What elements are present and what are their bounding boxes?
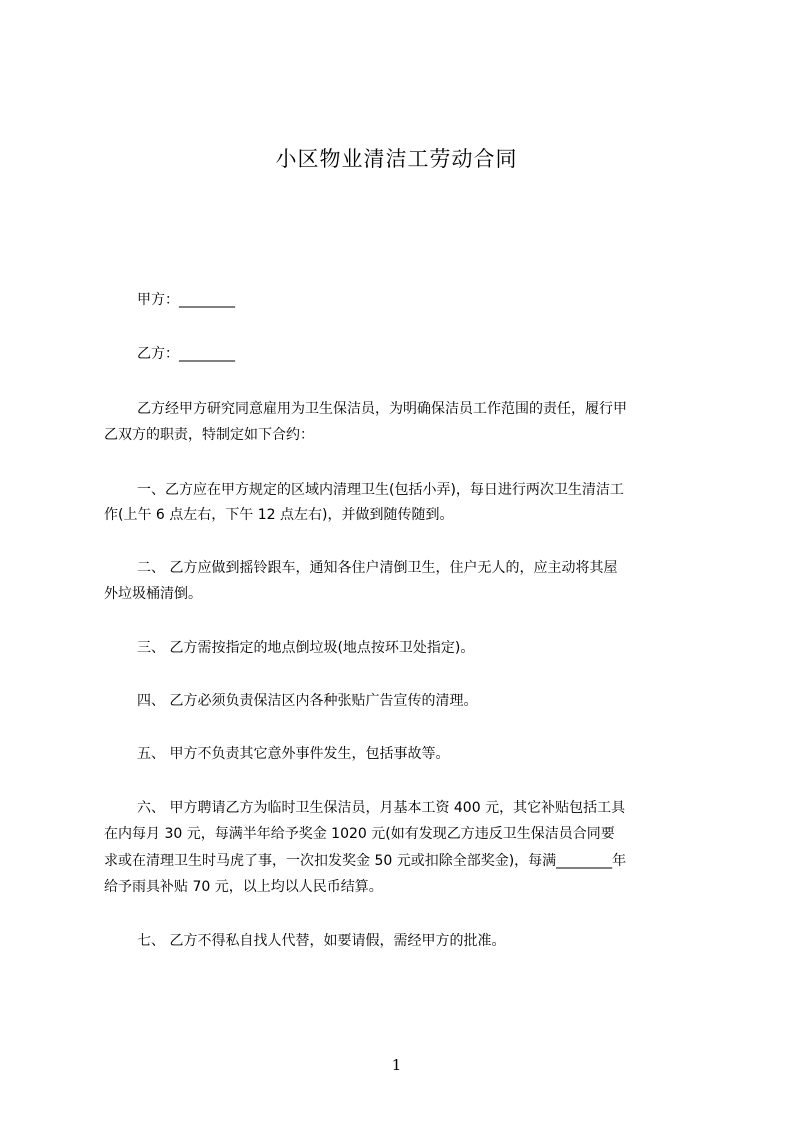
clause-1-line-1: 一、乙方应在甲方规定的区域内清理卫生(包括小弄)，每日进行两次卫生清洁工 <box>137 482 624 498</box>
party-b-line: 乙方：________ <box>137 346 235 362</box>
clause-4-line-1: 四、 乙方必须负责保洁区内各种张贴广告宣传的清理。 <box>137 693 478 709</box>
clause-6-line-1: 六、 甲方聘请乙方为临时卫生保洁员，月基本工资 400 元，其它补贴包括工具 <box>137 800 626 816</box>
clause-3-line-1: 三、 乙方需按指定的地点倒垃圾(地点按环卫处指定)。 <box>137 640 475 656</box>
intro-line-1: 乙方经甲方研究同意雇用为卫生保洁员，为明确保洁员工作范围的责任，履行甲 <box>137 401 627 417</box>
clause-6-line-4: 给予雨具补贴 70 元，以上均以人民币结算。 <box>104 879 383 895</box>
document-title: 小区物业清洁工劳动合同 <box>275 147 518 171</box>
party-a-line: 甲方：________ <box>137 292 235 308</box>
clause-2-line-1: 二、 乙方应做到摇铃跟车，通知各住户清倒卫生，住户无人的，应主动将其屋 <box>137 560 618 576</box>
clause-6-line-3: 求或在清理卫生时马虎了事，一次扣发奖金 50 元或扣除全部奖金)，每满________年 <box>104 853 627 869</box>
page-number: 1 <box>391 1056 402 1074</box>
clause-1-line-2: 作(上午 6 点左右，下午 12 点左右)，并做到随传随到。 <box>104 507 454 523</box>
intro-line-2: 乙双方的职责，特制定如下合约： <box>104 427 314 443</box>
clause-6-line-2: 在内每月 30 元，每满半年给予奖金 1020 元(如有发现乙方违反卫生保洁员合同要 <box>104 826 615 842</box>
clause-2-line-2: 外垃圾桶清倒。 <box>104 586 202 602</box>
clause-7-line-1: 七、 乙方不得私自找人代替，如要请假，需经甲方的批准。 <box>137 933 506 949</box>
clause-5-line-1: 五、 甲方不负责其它意外事件发生，包括事故等。 <box>137 746 450 762</box>
